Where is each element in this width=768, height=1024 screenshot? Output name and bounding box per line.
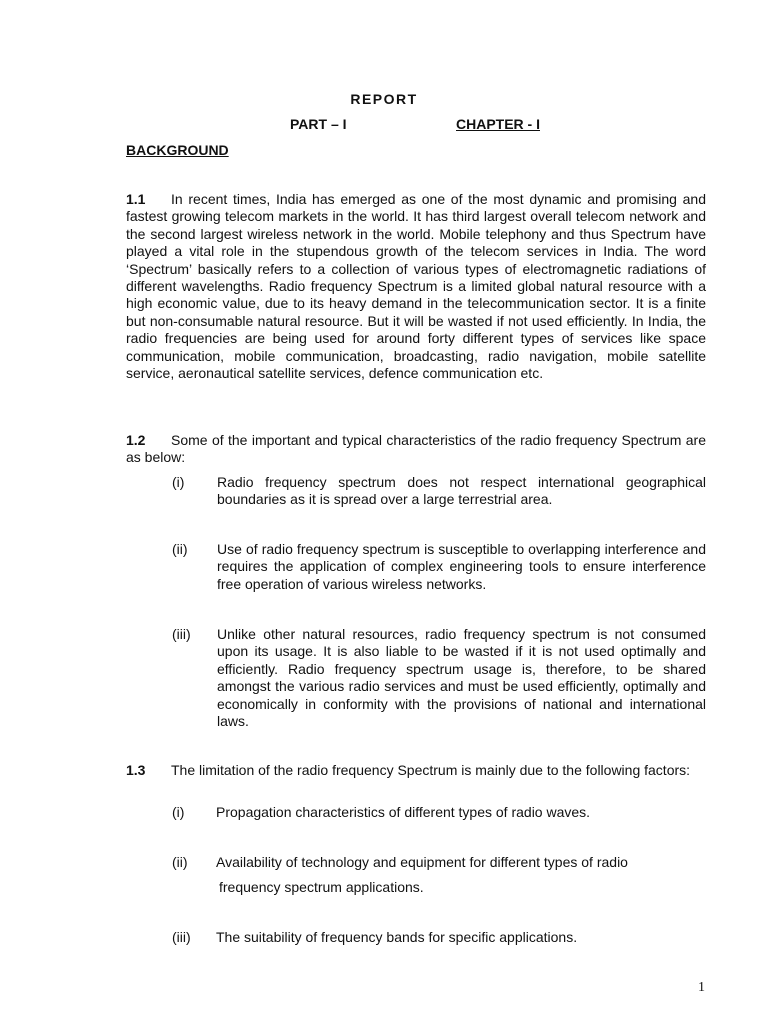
paragraph-text: Some of the important and typical characteristics of the radio frequency Spectrum are as below:	[126, 432, 706, 466]
paragraph-number: 1.3	[126, 762, 146, 778]
paragraph-number: 1.1	[126, 191, 146, 207]
list-item: Unlike other natural resources, radio frequency spectrum is not consumed upon its usage. It is also liable to be wasted if it is not used optimally and efficiently. Radio frequency spectrum usage is, therefore, to be shared amongst the various radio services and must be used efficiently, optimally and economically in conformity with the provisions of national and international laws.	[217, 626, 706, 730]
item-numeral: (ii)	[172, 541, 188, 557]
section-heading: BACKGROUND	[126, 142, 229, 158]
part-heading: PART – I	[290, 116, 347, 132]
list-item-continuation: frequency spectrum applications.	[219, 879, 424, 895]
item-numeral: (i)	[172, 474, 185, 490]
page-number: 1	[698, 980, 705, 995]
list-item: Propagation characteristics of different types of radio waves.	[216, 804, 591, 820]
item-numeral: (ii)	[172, 854, 188, 870]
list-item: Use of radio frequency spectrum is susceptible to overlapping interference and requires the application of complex engineering tools to ensure interference free operation of various wireless networks.	[217, 541, 706, 592]
paragraph-number: 1.2	[126, 432, 146, 448]
item-numeral: (i)	[172, 804, 185, 820]
list-item: Radio frequency spectrum does not respect international geographical boundaries as it is spread over a large terrestrial area.	[217, 474, 706, 508]
item-numeral: (iii)	[172, 929, 191, 945]
chapter-heading: CHAPTER - I	[456, 116, 540, 132]
list-item: The suitability of frequency bands for specific applications.	[216, 929, 578, 945]
paragraph-1-1	[126, 191, 706, 382]
report-title: REPORT	[350, 91, 418, 107]
paragraph-1-2	[126, 432, 706, 467]
item-numeral: (iii)	[172, 626, 191, 642]
paragraph-text: The limitation of the radio frequency Spectrum is mainly due to the following factors:	[171, 762, 691, 778]
list-item: Availability of technology and equipment for different types of radio	[216, 854, 628, 870]
paragraph-text: In recent times, India has emerged as one of the most dynamic and promising and fastest growing telecom markets in the world. It has third largest overall telecom network and the second largest wireless network in the world. Mobile telephony and thus Spectrum have played a vital role in the stupendous growth of the telecom services in India. The word ‘Spectrum’ basically refers to a collection of various types of electromagnetic radiations of different wavelengths. Radio frequency Spectrum is a limited global natural resource with a high economic value, due to its heavy demand in the telecommunication sector. It is a finite but non-consumable natural resource. But it will be wasted if not used efficiently. In India, the radio frequencies are being used for around forty different types of services like space communication, mobile communication, broadcasting, radio navigation, mobile satellite service, aeronautical satellite services, defence communication etc.	[126, 191, 706, 382]
paragraph-1-3	[126, 762, 706, 779]
